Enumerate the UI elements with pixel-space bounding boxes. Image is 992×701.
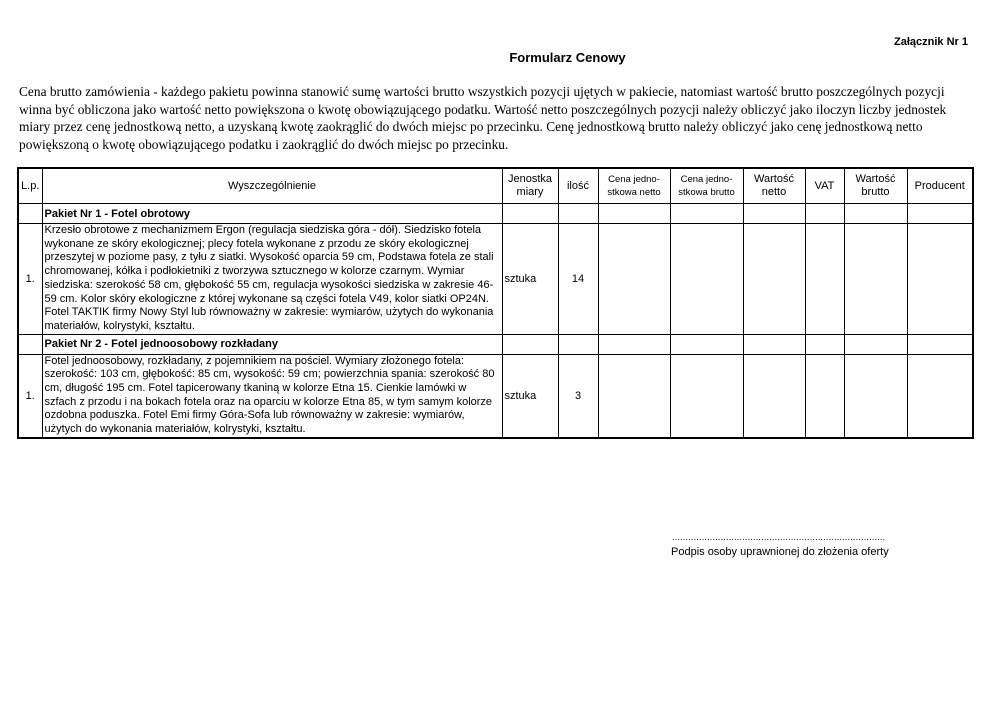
producer-cell[interactable] bbox=[907, 224, 973, 335]
item-unit: sztuka bbox=[502, 224, 558, 335]
package-unit-gross-cell[interactable] bbox=[670, 204, 743, 224]
header-unit-net-price: Cena jedno-stkowa netto bbox=[598, 168, 670, 204]
header-gross-value: Wartość brutto bbox=[844, 168, 907, 204]
item-qty: 14 bbox=[558, 224, 598, 335]
package-gross-value-cell[interactable] bbox=[844, 334, 907, 354]
price-table bbox=[17, 167, 974, 439]
annex-label: Załącznik Nr 1 bbox=[894, 36, 968, 48]
signature-line: ............................................................................... bbox=[672, 532, 886, 542]
net-value-cell[interactable] bbox=[743, 354, 805, 438]
item-unit: sztuka bbox=[502, 354, 558, 438]
package-qty-cell bbox=[558, 334, 598, 354]
signature-label: Podpis osoby uprawnionej do złożenia oferty bbox=[671, 546, 889, 558]
table-row bbox=[18, 354, 973, 438]
package-row-1 bbox=[18, 204, 973, 224]
vat-cell[interactable] bbox=[805, 354, 844, 438]
package-unit-gross-cell[interactable] bbox=[670, 334, 743, 354]
producer-cell[interactable] bbox=[907, 354, 973, 438]
package-lp-cell bbox=[18, 334, 42, 354]
header-item: Wyszczególnienie bbox=[42, 168, 502, 204]
package-unit-net-cell[interactable] bbox=[598, 204, 670, 224]
package-lp-cell bbox=[18, 204, 42, 224]
table-row bbox=[18, 224, 973, 335]
package-vat-cell[interactable] bbox=[805, 204, 844, 224]
package-unit-cell bbox=[502, 204, 558, 224]
package-name: Pakiet Nr 2 - Fotel jednoosobowy rozkładany bbox=[42, 334, 502, 354]
package-producer-cell[interactable] bbox=[907, 334, 973, 354]
package-net-value-cell[interactable] bbox=[743, 334, 805, 354]
unit-net-price-cell[interactable] bbox=[598, 354, 670, 438]
item-lp: 1. bbox=[18, 224, 42, 335]
header-lp: L.p. bbox=[18, 168, 42, 204]
package-qty-cell bbox=[558, 204, 598, 224]
package-name: Pakiet Nr 1 - Fotel obrotowy bbox=[42, 204, 502, 224]
unit-gross-price-cell[interactable] bbox=[670, 354, 743, 438]
header-net-value: Wartość netto bbox=[743, 168, 805, 204]
item-description: Fotel jednoosobowy, rozkładany, z pojemnikiem na pościel. Wymiary złożonego fotela: szerokość: 103 cm, głębokość: 85 cm, wysokość: 59 cm; powierzchnia spania: szerokość 80 cm, długość 195 cm. Fotel tapicerowany tkaniną w kolorze Etna 15. Cienkie lamówki w szfach z przodu i na bokach fotela oraz na oparciu w kolorze Etna 85, w tym samym kolorze ozdobna poduszka. Fotel Emi firmy Góra-Sofa lub równoważny w zakresie: wymiarów, użytych do wykonania materiałów, kolrystyki, kształtu. bbox=[42, 354, 502, 438]
unit-gross-price-cell[interactable] bbox=[670, 224, 743, 335]
package-gross-value-cell[interactable] bbox=[844, 204, 907, 224]
package-row-2 bbox=[18, 334, 973, 354]
item-lp: 1. bbox=[18, 354, 42, 438]
net-value-cell[interactable] bbox=[743, 224, 805, 335]
item-qty: 3 bbox=[558, 354, 598, 438]
package-producer-cell[interactable] bbox=[907, 204, 973, 224]
header-unit-gross-price: Cena jedno-stkowa brutto bbox=[670, 168, 743, 204]
gross-value-cell[interactable] bbox=[844, 224, 907, 335]
intro-paragraph: Cena brutto zamówienia - każdego pakietu powinna stanowić sumę wartości brutto wszystkich pozycji ujętych w pakiecie, natomiast wartość brutto poszczególnych pozycji winna być obliczona jako wartość netto powiększona o kwotę obowiązującego podatku. Wartość netto poszczególnych pozycji należy obliczyć jako iloczyn liczby jednostek miary przez cenę jednostkową netto, a uzyskaną kwotę zaokrąglić do dwóch miejsc po przecinku. Cenę jednostkową brutto należy obliczyć jako cenę jednostkową netto powiększoną o kwotę obowiązującego podatku i zaokrąglić do dwóch miejsc po przecinku. bbox=[19, 84, 947, 152]
vat-cell[interactable] bbox=[805, 224, 844, 335]
package-net-value-cell[interactable] bbox=[743, 204, 805, 224]
package-vat-cell[interactable] bbox=[805, 334, 844, 354]
unit-net-price-cell[interactable] bbox=[598, 224, 670, 335]
header-vat: VAT bbox=[805, 168, 844, 204]
package-unit-cell bbox=[502, 334, 558, 354]
page-title: Formularz Cenowy bbox=[509, 50, 626, 65]
package-unit-net-cell[interactable] bbox=[598, 334, 670, 354]
header-unit: Jenostka miary bbox=[502, 168, 558, 204]
header-producer: Producent bbox=[907, 168, 973, 204]
header-qty: ilość bbox=[558, 168, 598, 204]
gross-value-cell[interactable] bbox=[844, 354, 907, 438]
table-header-row bbox=[18, 168, 973, 204]
item-description: Krzesło obrotowe z mechanizmem Ergon (regulacja siedziska góra - dół). Siedzisko fotela wykonane ze skóry ekologicznej; plecy fotela wykonane z przodu ze skóry ekologicznej przeszytej w poziome pasy, z tyłu z siatki. Wysokość oparcia 59 cm, Podstawa fotela ze stali chromowanej, kółka i podłokietniki z tworzywa sztucznego w kolorze czarnym. Wymiar siedziska: szerokość 58 cm, głębokość 55 cm, regulacja wysokości siedziska w zakresie 46-59 cm. Kolor skóry ekologiczne z której wykonane są części fotela V49, kolor siatki OP24N. Fotel TAKTIK firmy Nowy Styl lub równoważny w zakresie: wymiarów, użytych do wykonania materiałów, kolrystyki, kształtu. bbox=[42, 224, 502, 335]
